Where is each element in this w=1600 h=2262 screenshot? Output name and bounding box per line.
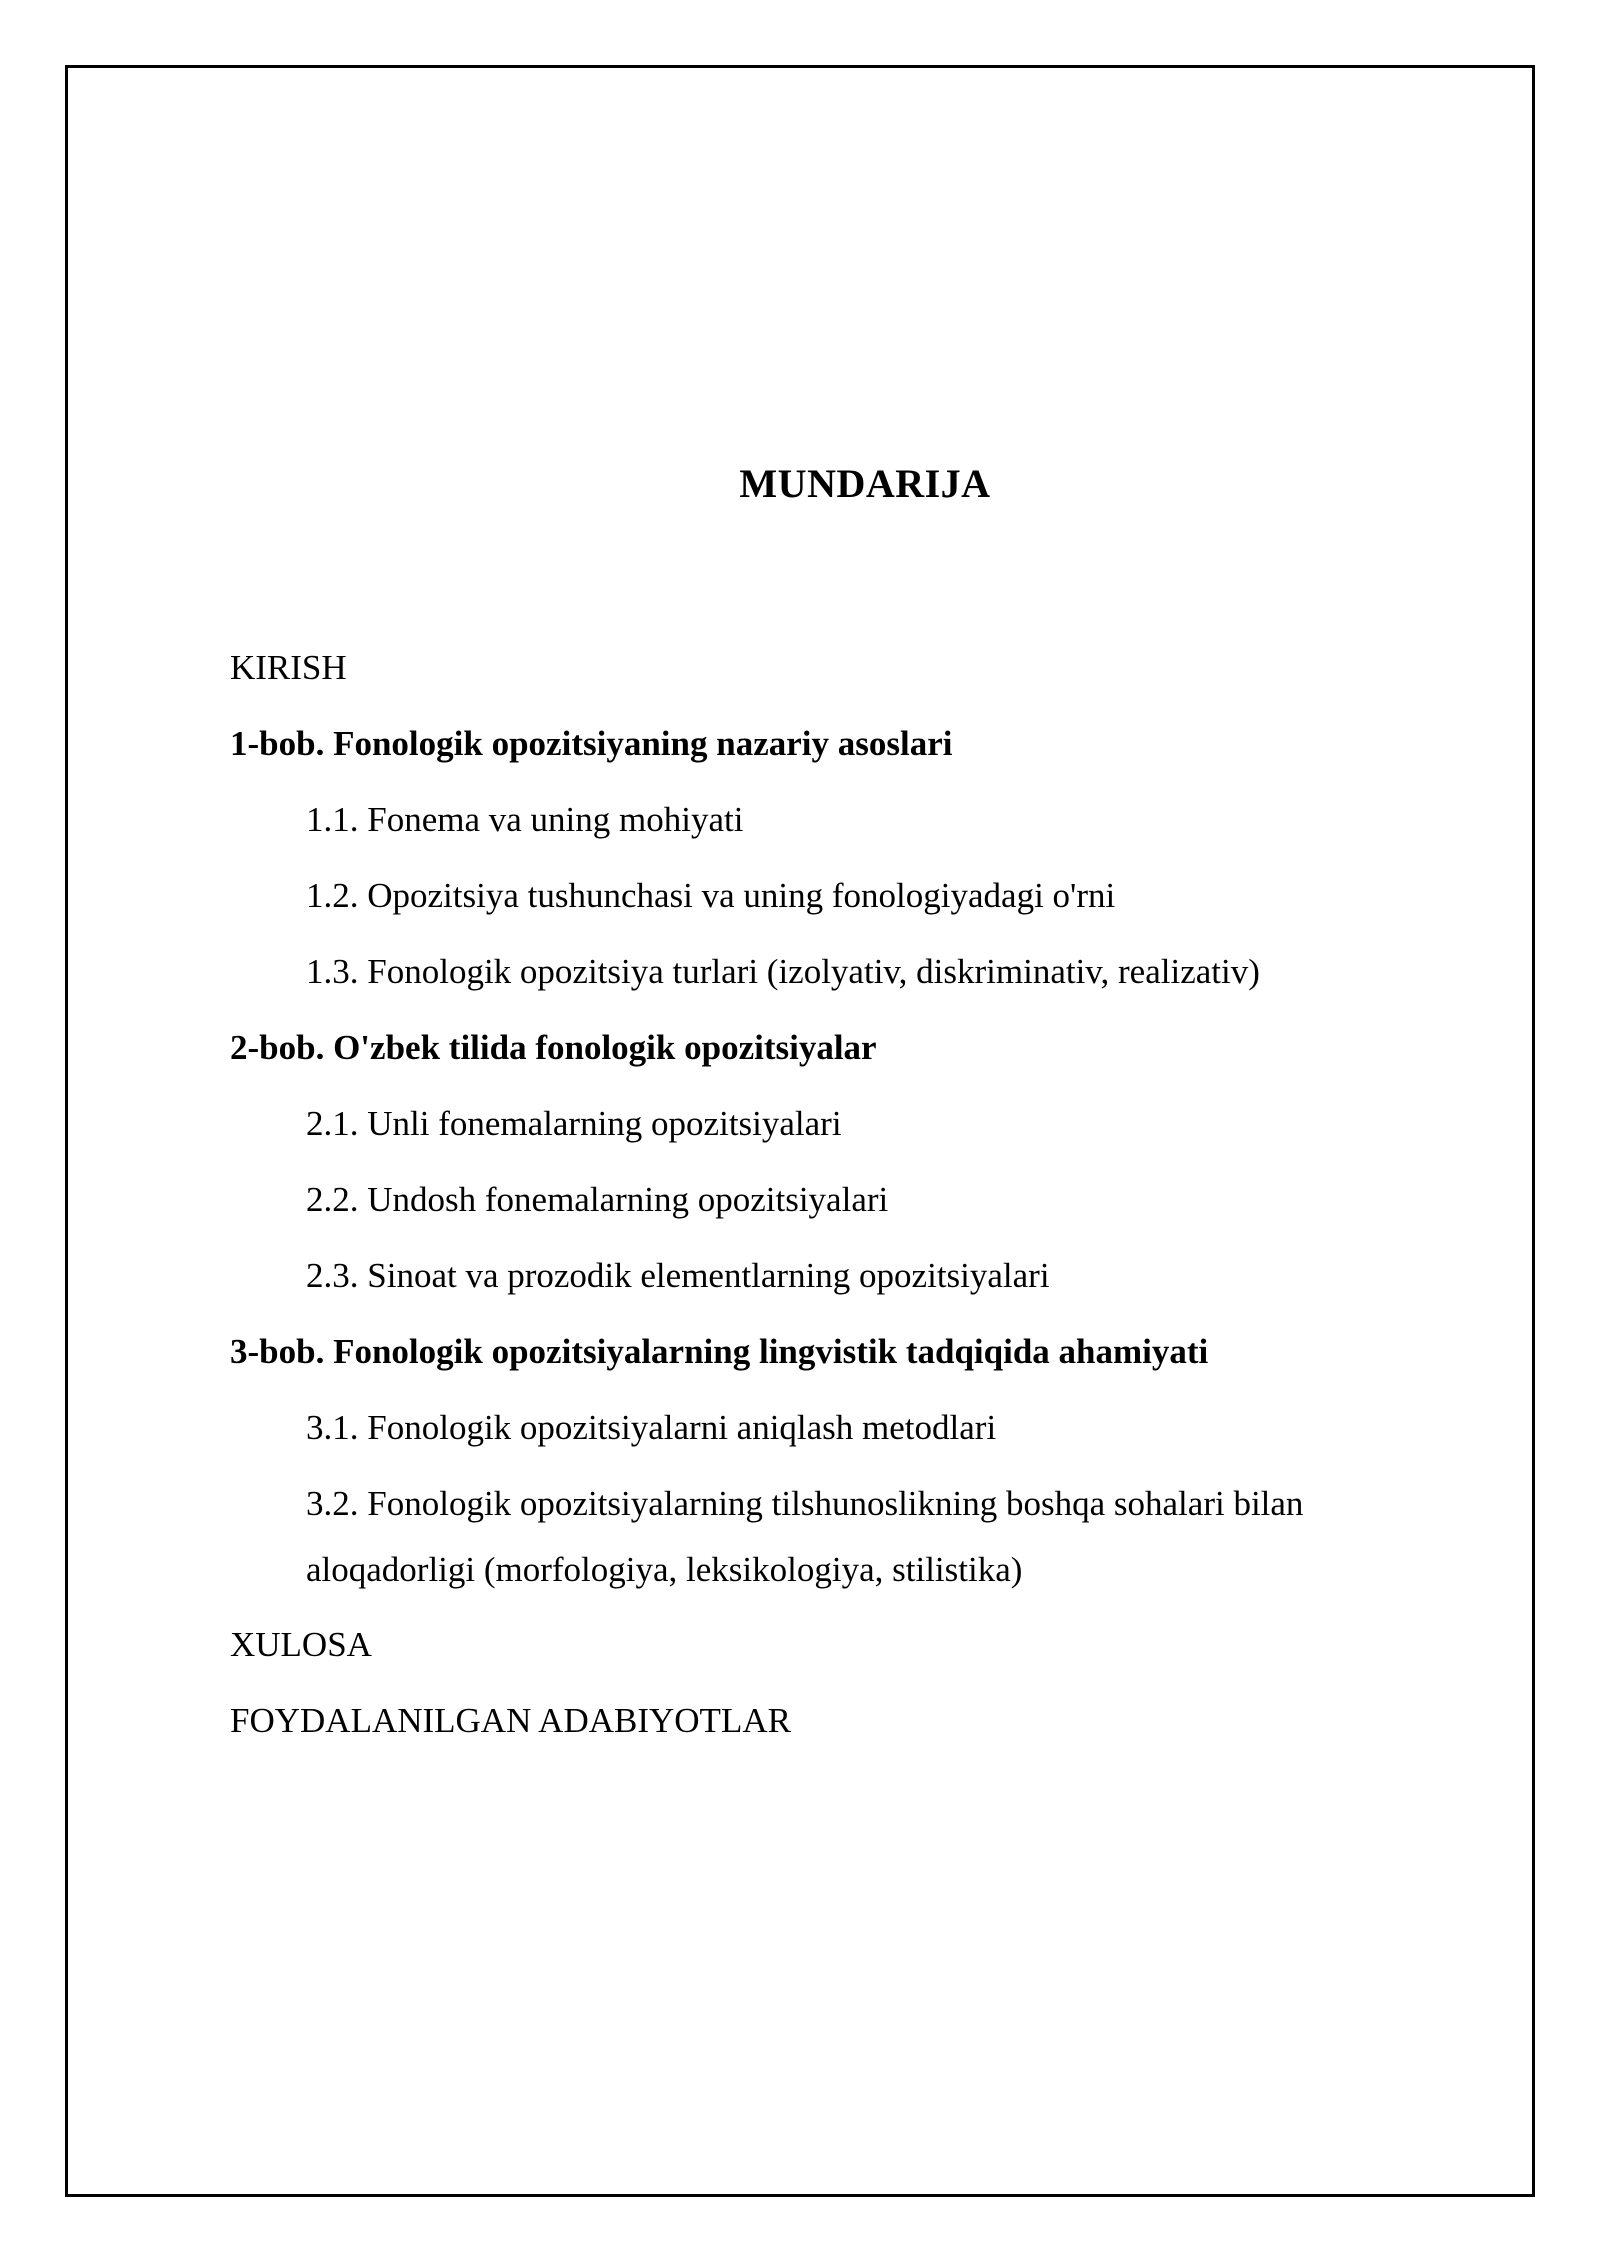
toc-entry-references: FOYDALANILGAN ADABIYOTLAR (230, 1701, 791, 1740)
toc-chapter-3: 3-bob. Fonologik opozitsiyalarning lingvistik tadqiqida ahamiyati (230, 1332, 1209, 1371)
toc-section-1-3: 1.3. Fonologik opozitsiya turlari (izolyativ, diskriminativ, realizativ) (306, 952, 1260, 991)
toc-section-3-1: 3.1. Fonologik opozitsiyalarni aniqlash metodlari (306, 1408, 997, 1447)
toc-section-1-2: 1.2. Opozitsiya tushunchasi va uning fonologiyadagi o'rni (306, 876, 1116, 915)
table-of-contents (230, 643, 1430, 1772)
toc-entry-kirish: KIRISH (230, 648, 347, 687)
toc-chapter-1: 1-bob. Fonologik opozitsiyaning nazariy asoslari (230, 724, 953, 763)
toc-section-3-2: 3.2. Fonologik opozitsiyalarning tilshunoslikning boshqa sohalari bilan aloqadorligi (morfologiya, leksikologiya, stilistika) (306, 1484, 1304, 1589)
toc-section-2-1: 2.1. Unli fonemalarning opozitsiyalari (306, 1104, 842, 1143)
toc-section-2-3: 2.3. Sinoat va prozodik elementlarning opozitsiyalari (306, 1256, 1050, 1295)
toc-section-2-2: 2.2. Undosh fonemalarning opozitsiyalari (306, 1180, 889, 1219)
toc-entry-xulosa: XULOSA (230, 1625, 372, 1664)
toc-chapter-2: 2-bob. O'zbek tilida fonologik opozitsiyalar (230, 1028, 877, 1067)
toc-section-1-1: 1.1. Fonema va uning mohiyati (306, 800, 744, 839)
page-title: MUNDARIJA (739, 461, 991, 506)
